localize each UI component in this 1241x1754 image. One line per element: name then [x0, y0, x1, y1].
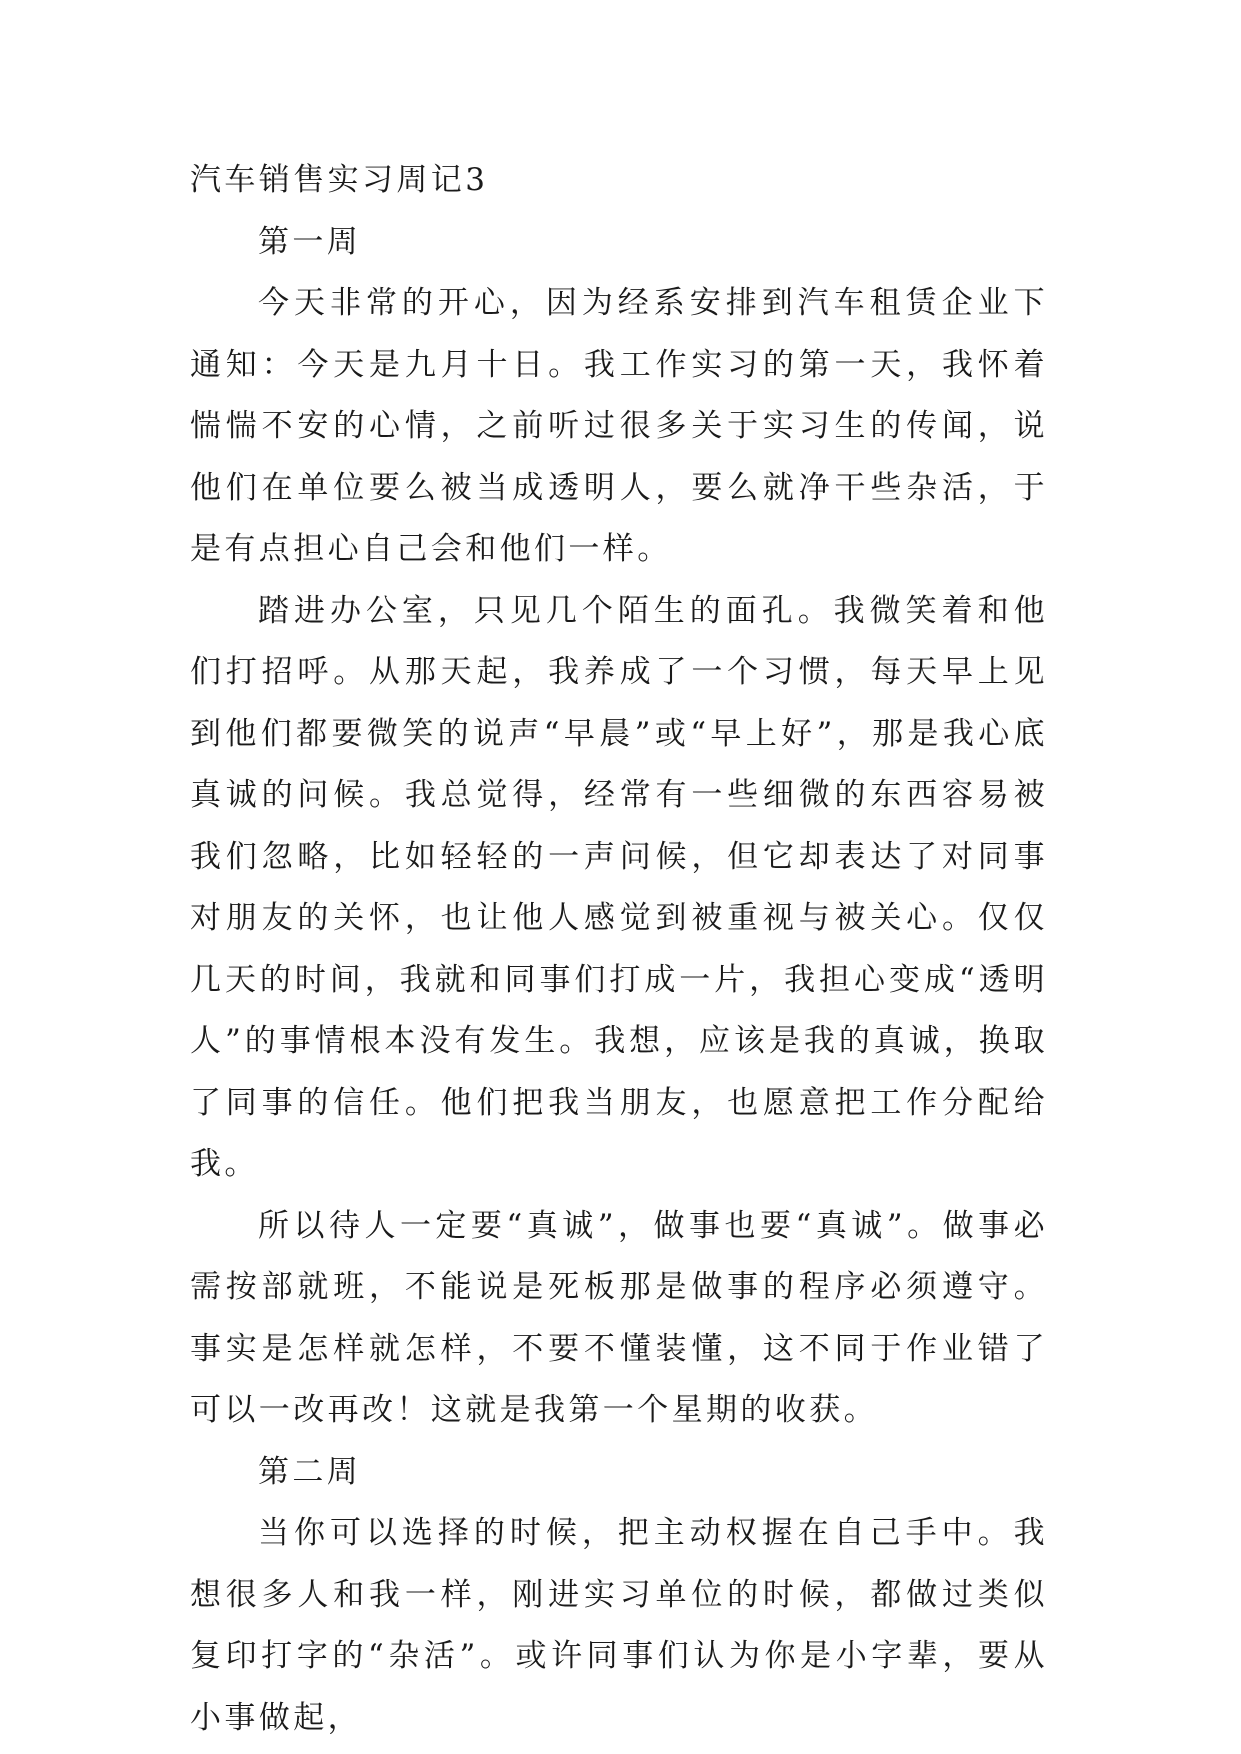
document-body — [190, 150, 1048, 1749]
paragraph: 所以待人一定要“真诚”，做事也要“真诚”。做事必需按部就班，不能说是死板那是做事的程序必须遵守。事实是怎样就怎样，不要不懂装懂，这不同于作业错了可以一改再改！这就是我第一个星期的收获。 — [190, 1207, 1048, 1428]
paragraph: 踏进办公室，只见几个陌生的面孔。我微笑着和他们打招呼。从那天起，我养成了一个习惯，每天早上见到他们都要微笑的说声“早晨”或“早上好”，那是我心底真诚的问候。我总觉得，经常有一些细微的东西容易被我们忽略，比如轻轻的一声问候，但它却表达了对同事对朋友的关怀，也让他人感觉到被重视与被关心。仅仅几天的时间，我就和同事们打成一片，我担心变成“透明人”的事情根本没有发生。我想，应该是我的真诚，换取了同事的信任。他们把我当朋友，也愿意把工作分配给我。 — [190, 592, 1048, 1182]
document-title: 汽车销售实习周记3 — [190, 162, 489, 198]
section-week-1 — [190, 212, 1048, 1442]
section-week-2 — [190, 1442, 1048, 1750]
section-heading: 第二周 — [258, 1453, 362, 1490]
paragraph: 今天非常的开心，因为经系安排到汽车租赁企业下通知：今天是九月十日。我工作实习的第一天，我怀着惴惴不安的心情，之前听过很多关于实习生的传闻，说他们在单位要么被当成透明人，要么就净干些杂活，于是有点担心自己会和他们一样。 — [190, 285, 1048, 567]
section-heading: 第一周 — [258, 223, 362, 260]
paragraph: 当你可以选择的时候，把主动权握在自己手中。我想很多人和我一样，刚进实习单位的时候，都做过类似复印打字的“杂活”。或许同事们认为你是小字辈，要从小事做起， — [190, 1515, 1048, 1736]
